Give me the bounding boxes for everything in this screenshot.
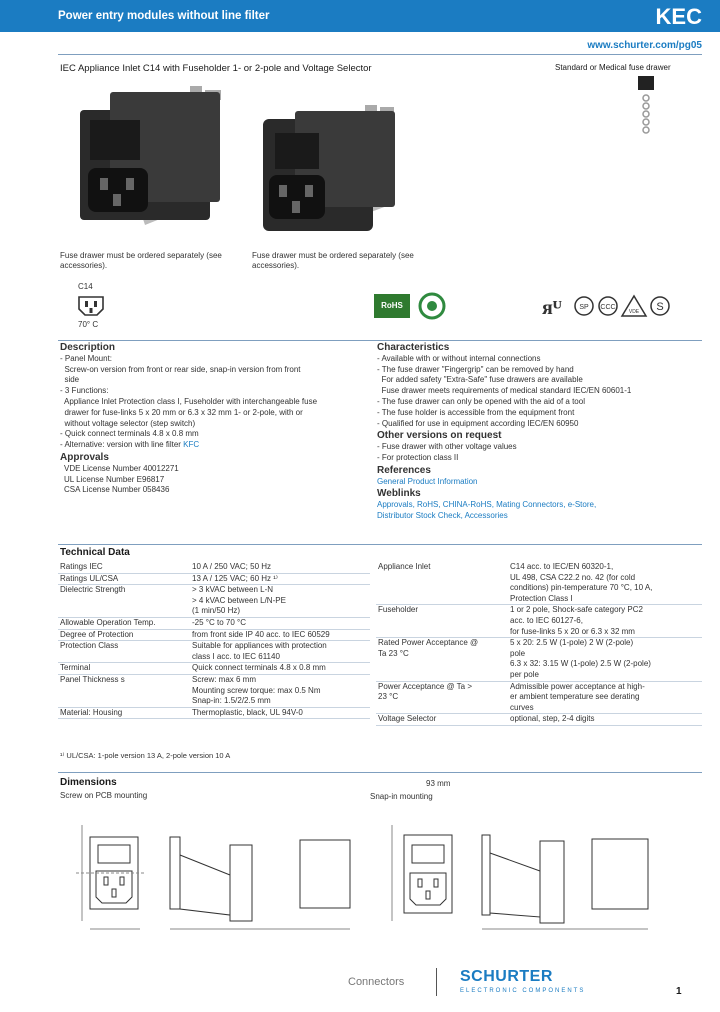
- weblinks-heading: Weblinks: [377, 488, 421, 500]
- text-line: - Qualified for use in equipment according IEC/EN 60950: [377, 418, 579, 428]
- references-heading: References: [377, 464, 431, 476]
- footer-section: Connectors: [348, 976, 405, 988]
- screw-mount-label: Screw on PCB mounting: [60, 791, 148, 800]
- spec-value: Admissible power acceptance at high- er ambient temperature see derating curves: [508, 681, 702, 714]
- approval-icons: [372, 290, 672, 322]
- spec-value: Suitable for appliances with protection class I acc. to IEC 61140: [190, 641, 370, 663]
- spec-value: 13 A / 125 VAC; 60 Hz ¹⁾: [190, 573, 370, 585]
- footnote: ¹⁾ UL/CSA: 1-pole version 13 A, 2-pole version 10 A: [60, 751, 231, 760]
- footer-divider: [436, 968, 437, 996]
- table-row: [376, 638, 702, 681]
- spec-label: Ratings UL/CSA: [58, 573, 190, 585]
- divider: [58, 544, 702, 545]
- text-line: Screw-on version from front or rear side, snap-in version from front: [60, 364, 301, 374]
- table-row: [58, 663, 370, 675]
- csa-icon: [575, 297, 593, 315]
- drawing-screw-mount: [60, 805, 360, 940]
- description-section: [60, 343, 360, 496]
- product-title: IEC Appliance Inlet C14 with Fuseholder 1- or 2-pole and Voltage Selector: [60, 63, 372, 74]
- table-row: [376, 605, 702, 638]
- table-row: [58, 707, 370, 719]
- c14-inlet-icon: [76, 294, 106, 318]
- spec-label: Fuseholder: [376, 605, 508, 638]
- website-link[interactable]: www.schurter.com/pg05: [587, 40, 702, 51]
- table-row: [58, 585, 370, 618]
- spec-label: Panel Thickness s: [58, 674, 190, 707]
- spec-value: from front side IP 40 acc. to IEC 60529: [190, 629, 370, 641]
- text-line: - Available with or without internal connections: [377, 353, 541, 363]
- china-rohs-icon: [420, 294, 444, 318]
- svg-text:SP: SP: [579, 304, 589, 311]
- text-line: without voltage selector (step switch): [60, 418, 196, 428]
- text-line: - The fuse drawer "Fingergrip" can be removed by hand: [377, 364, 574, 374]
- snap-mount-label: Snap-in mounting: [370, 792, 433, 801]
- general-info-link[interactable]: General Product Information: [377, 476, 478, 486]
- weblinks-line-2[interactable]: Distributor Stock Check, Accessories: [377, 510, 508, 520]
- spec-value: 10 A / 250 VAC; 50 Hz: [190, 562, 370, 573]
- table-row: [376, 714, 702, 726]
- page-title: Power entry modules without line filter: [58, 10, 270, 22]
- table-row: [58, 573, 370, 585]
- svg-text:VDE: VDE: [628, 309, 640, 315]
- table-row: [376, 681, 702, 714]
- spec-value: C14 acc. to IEC/EN 60320-1, UL 498, CSA C22.2 no. 42 (for cold conditions) pin-temperature 70 °C, 10 A, Protection Class I: [508, 562, 702, 605]
- vde-icon: [622, 296, 646, 316]
- technical-table-right: [376, 562, 702, 726]
- table-row: [58, 617, 370, 629]
- ur-icon: [542, 297, 562, 319]
- table-row: [58, 562, 370, 573]
- c14-label: C14: [78, 282, 93, 291]
- s-icon: [651, 297, 669, 315]
- text-line: Fuse drawer meets requirements of medical standard IEC/EN 60601-1: [377, 386, 632, 396]
- text-line: Appliance Inlet Protection class I, Fuseholder with interchangeable fuse: [60, 396, 318, 406]
- svg-text:ᴙᵁ: ᴙᵁ: [542, 297, 562, 319]
- c14-temp: 70° C: [78, 320, 99, 329]
- weblinks-line-1[interactable]: Approvals, RoHS, CHINA-RoHS, Mating Connectors, e-Store,: [377, 500, 597, 510]
- text-line: - Quick connect terminals 4.8 x 0.8 mm: [60, 429, 199, 439]
- spec-value: > 3 kVAC between L-N > 4 kVAC between L/N-PE (1 min/50 Hz): [190, 585, 370, 618]
- brand-subtitle: ELECTRONIC COMPONENTS: [460, 988, 586, 994]
- spec-label: Power Acceptance @ Ta > 23 °C: [376, 681, 508, 714]
- spec-value: 1 or 2 pole, Shock-safe category PC2 acc. to IEC 60127-6, for fuse-links 5 x 20 or 6.3 x 32 mm: [508, 605, 702, 638]
- drawing-snap-mount: [370, 805, 700, 940]
- ccc-icon: [599, 297, 617, 315]
- svg-text:S: S: [656, 301, 664, 313]
- text-line: UL License Number E96817: [64, 474, 165, 484]
- technical-heading: Technical Data: [60, 547, 130, 558]
- table-row: [58, 674, 370, 707]
- text-line: - The fuse drawer can only be opened with the aid of a tool: [377, 396, 585, 406]
- spec-label: Allowable Operation Temp.: [58, 617, 190, 629]
- product-image-snap: [255, 105, 415, 245]
- other-versions-heading: Other versions on request: [377, 430, 502, 442]
- spec-label: Appliance Inlet: [376, 562, 508, 605]
- spec-label: Protection Class: [58, 641, 190, 663]
- product-code: KEC: [655, 4, 702, 29]
- dimensions-heading: Dimensions: [60, 777, 117, 788]
- spec-value: Thermoplastic, black, UL 94V-0: [190, 707, 370, 719]
- header-bar: [0, 0, 720, 32]
- spec-value: optional, step, 2-4 digits: [508, 714, 702, 726]
- spec-label: Rated Power Acceptance @ Ta 23 °C: [376, 638, 508, 681]
- spec-label: Material: Housing: [58, 707, 190, 719]
- text-line: CSA License Number 058436: [64, 485, 170, 495]
- kfc-link[interactable]: KFC: [183, 440, 200, 450]
- text-line: drawer for fuse-links 5 x 20 mm or 6.3 x 32 mm 1- or 2-pole, with or: [60, 407, 303, 417]
- svg-text:CCC: CCC: [600, 304, 616, 311]
- divider: [58, 54, 702, 55]
- text-line: - 3 Functions:: [60, 386, 109, 396]
- text-line: - For protection class II: [377, 452, 459, 462]
- characteristics-heading: Characteristics: [377, 342, 450, 353]
- approvals-heading: Approvals: [60, 451, 109, 463]
- divider: [58, 772, 702, 773]
- spec-value: Screw: max 6 mm Mounting screw torque: max 0.5 Nm Snap-in: 1.5/2/2.5 mm: [190, 674, 370, 707]
- spec-value: -25 °C to 70 °C: [190, 617, 370, 629]
- spec-label: Terminal: [58, 663, 190, 675]
- spec-label: Degree of Protection: [58, 629, 190, 641]
- alt-prefix: - Alternative: version with line filter: [60, 440, 184, 450]
- dimension-93: 93 mm: [426, 779, 451, 788]
- spec-label: Dielectric Strength: [58, 585, 190, 618]
- product-image-screw: [70, 80, 240, 245]
- characteristics-section: [377, 343, 697, 522]
- rohs-icon: [374, 294, 410, 318]
- caption-2: Fuse drawer must be ordered separately (see accessories).: [252, 251, 414, 270]
- caption-1: Fuse drawer must be ordered separately (see accessories).: [60, 251, 222, 270]
- text-line: - Fuse drawer with other voltage values: [377, 442, 517, 452]
- brand-logo: SCHURTER: [460, 968, 553, 985]
- spec-label: Ratings IEC: [58, 562, 190, 573]
- spec-value: 5 x 20: 2.5 W (1-pole) 2 W (2-pole) pole 6.3 x 32: 3.15 W (1-pole) 2.5 W (2-pole) per pole: [508, 638, 702, 681]
- text-line: - Panel Mount:: [60, 353, 113, 363]
- page-number: 1: [676, 986, 682, 997]
- spec-value: Quick connect terminals 4.8 x 0.8 mm: [190, 663, 370, 675]
- text-line: For added safety "Extra-Safe" fuse drawers are available: [377, 375, 583, 385]
- text-line: VDE License Number 40012271: [64, 463, 179, 473]
- drawer-note: Standard or Medical fuse drawer: [555, 63, 671, 72]
- table-row: [58, 629, 370, 641]
- technical-table-left: [58, 562, 370, 719]
- text-line: side: [60, 375, 80, 385]
- description-heading: Description: [60, 342, 116, 353]
- text-line: - The fuse holder is accessible from the equipment front: [377, 407, 575, 417]
- spec-label: Voltage Selector: [376, 714, 508, 726]
- fuse-drawer-image: [624, 76, 668, 140]
- svg-text:RoHS: RoHS: [381, 301, 403, 310]
- table-row: [376, 562, 702, 605]
- table-row: [58, 641, 370, 663]
- divider: [58, 340, 702, 341]
